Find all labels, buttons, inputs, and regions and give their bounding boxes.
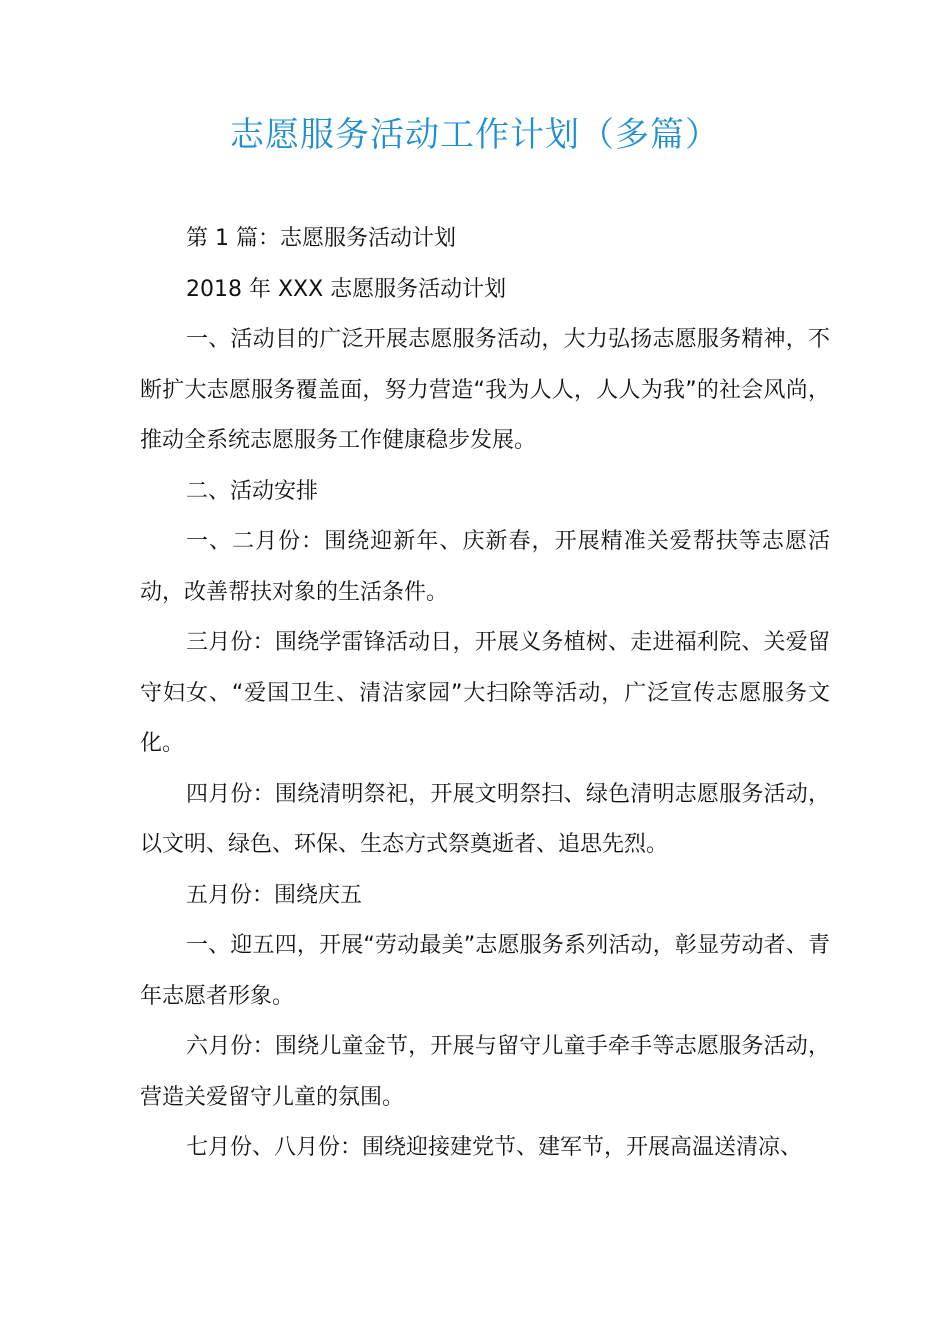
paragraph-april: 四月份：围绕清明祭祀，开展文明祭扫、绿色清明志愿服务活动，以文明、绿色、环保、生态方式祭奠逝者、追思先烈。	[140, 781, 830, 857]
paragraph-march: 三月份：围绕学雷锋活动日，开展义务植树、走进福利院、关爱留守妇女、“爱国卫生、清洁家园”大扫除等活动，广泛宣传志愿服务文化。	[140, 630, 830, 756]
paragraph-july-august: 七月份、八月份：围绕迎接建党节、建军节，开展高温送清凉、	[186, 1135, 803, 1160]
paragraph-part-heading: 第 1 篇：志愿服务活动计划	[186, 226, 456, 251]
paragraph-plan-title: 2018 年 XXX 志愿服务活动计划	[186, 276, 507, 302]
paragraph-jan-feb: 一、二月份：围绕迎新年、庆新春，开展精准关爱帮扶等志愿活动，改善帮扶对象的生活条件。	[140, 529, 830, 605]
paragraph-june: 六月份：围绕儿童金节，开展与留守儿童手牵手等志愿服务活动，营造关爱留守儿童的氛围。	[140, 1034, 830, 1110]
document-body	[140, 214, 830, 1174]
paragraph-purpose: 一、活动目的广泛开展志愿服务活动，大力弘扬志愿服务精神，不断扩大志愿服务覆盖面，努力营造“我为人人，人人为我”的社会风尚，推动全系统志愿服务工作健康稳步发展。	[140, 327, 830, 453]
paragraph-arrangement-heading: 二、活动安排	[186, 478, 319, 504]
paragraph-may-four: 一、迎五四，开展“劳动最美”志愿服务系列活动，彰显劳动者、青年志愿者形象。	[140, 933, 830, 1009]
document-title: 志愿服务活动工作计划（多篇）	[230, 115, 720, 155]
paragraph-may: 五月份：围绕庆五	[186, 882, 363, 908]
